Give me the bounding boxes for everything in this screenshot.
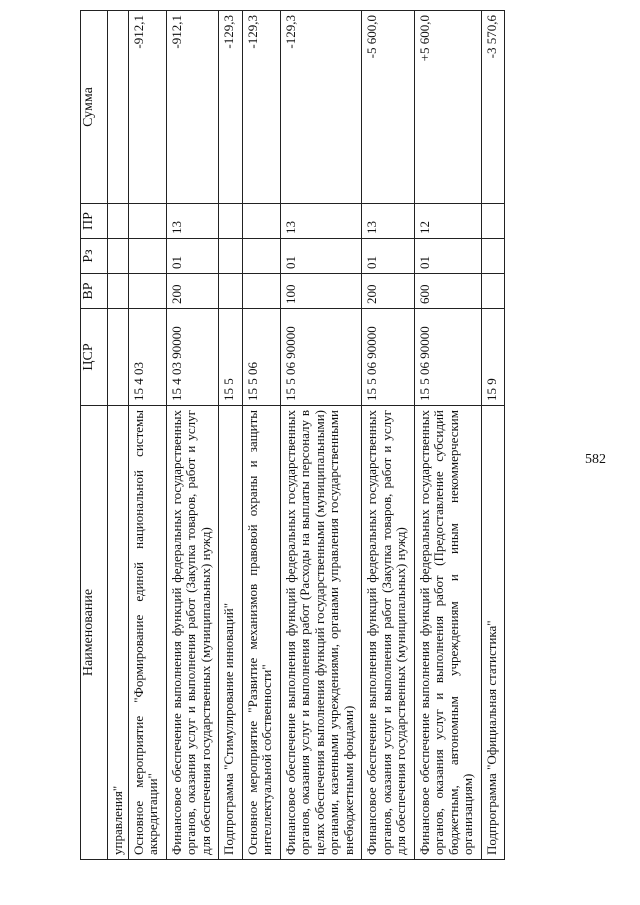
row-csr: 15 5 — [219, 309, 243, 406]
header-vr: ВР — [81, 274, 108, 309]
row-rz: 01 — [280, 239, 362, 274]
table-row — [128, 11, 166, 860]
table-row — [280, 11, 362, 860]
row-name: Финансовое обеспечение выполнения функций федеральных государственных органов, оказания услуг и выполнения работ (Закупка товаров, работ и услуг для обеспечения государственных (муниципальных) нужд) — [362, 406, 415, 860]
row-rz — [219, 239, 243, 274]
row-rz: 01 — [362, 239, 415, 274]
row-vr: 200 — [166, 274, 219, 309]
row-csr: 15 5 06 — [242, 309, 280, 406]
row-csr: 15 5 06 90000 — [280, 309, 362, 406]
row-sum: -912,1 — [166, 11, 219, 204]
row-name: Основное мероприятие "Формирование единой национальной системы аккредитации" — [128, 406, 166, 860]
row-vr — [481, 274, 505, 309]
header-pr: ПР — [81, 204, 108, 239]
row-name: Финансовое обеспечение выполнения функций федеральных государственных органов, оказания услуг и выполнения работ (Расходы на выплаты персоналу в целях обеспечения выполнения функций государственными (муниципальными) органами, казенными учреждениями, органами управления государственными внебюджетными фондами) — [280, 406, 362, 860]
table-header-row — [81, 11, 108, 860]
table-row — [166, 11, 219, 860]
row-rz — [481, 239, 505, 274]
row-sum: -129,3 — [242, 11, 280, 204]
row-pr — [128, 204, 166, 239]
row-vr: 100 — [280, 274, 362, 309]
header-sum: Сумма — [81, 11, 108, 204]
row-pr: 13 — [362, 204, 415, 239]
row-sum: -129,3 — [219, 11, 243, 204]
row-vr: 200 — [362, 274, 415, 309]
row-rz — [128, 239, 166, 274]
row-csr: 15 5 06 90000 — [362, 309, 415, 406]
rotated-table-container — [80, 15, 590, 860]
budget-table — [80, 10, 505, 860]
row-pr: 13 — [166, 204, 219, 239]
table-row — [481, 11, 505, 860]
row-sum: -3 570,6 — [481, 11, 505, 204]
row-name: Финансовое обеспечение выполнения функций федеральных государственных органов, оказания услуг и выполнения работ (Предоставление субсидий бюджетным, автономным учреждениям и иным некоммерческим организациям) — [414, 406, 481, 860]
page-number: 582 — [585, 452, 606, 467]
row-name: Подпрограмма "Официальная статистика" — [481, 406, 505, 860]
row-pr — [219, 204, 243, 239]
row-pr: 12 — [414, 204, 481, 239]
header-rz: Рз — [81, 239, 108, 274]
row-vr — [242, 274, 280, 309]
row-rz: 01 — [414, 239, 481, 274]
row-vr — [128, 274, 166, 309]
row-csr: 15 4 03 — [128, 309, 166, 406]
row-pr — [242, 204, 280, 239]
row-sum: -5 600,0 — [362, 11, 415, 204]
row-rz: 01 — [166, 239, 219, 274]
header-name: Наименование — [81, 406, 108, 860]
row-csr: 15 4 03 90000 — [166, 309, 219, 406]
row-pr: 13 — [280, 204, 362, 239]
row-name: Подпрограмма "Стимулирование инноваций" — [219, 406, 243, 860]
row-sum: +5 600,0 — [414, 11, 481, 204]
row-csr: 15 9 — [481, 309, 505, 406]
continuation-text: управления" — [108, 406, 129, 860]
table-row — [242, 11, 280, 860]
row-rz — [242, 239, 280, 274]
table-row — [362, 11, 415, 860]
header-csr: ЦСР — [81, 309, 108, 406]
table-row-continuation — [108, 11, 129, 860]
table-row — [414, 11, 481, 860]
row-pr — [481, 204, 505, 239]
row-vr — [219, 274, 243, 309]
row-name: Финансовое обеспечение выполнения функций федеральных государственных органов, оказания услуг и выполнения работ (Закупка товаров, работ и услуг для обеспечения государственных (муниципальных) нужд) — [166, 406, 219, 860]
row-csr: 15 5 06 90000 — [414, 309, 481, 406]
row-sum: -912,1 — [128, 11, 166, 204]
row-vr: 600 — [414, 274, 481, 309]
row-name: Основное мероприятие "Развитие механизмов правовой охраны и защиты интеллектуальной собственности" — [242, 406, 280, 860]
table-row — [219, 11, 243, 860]
row-sum: -129,3 — [280, 11, 362, 204]
